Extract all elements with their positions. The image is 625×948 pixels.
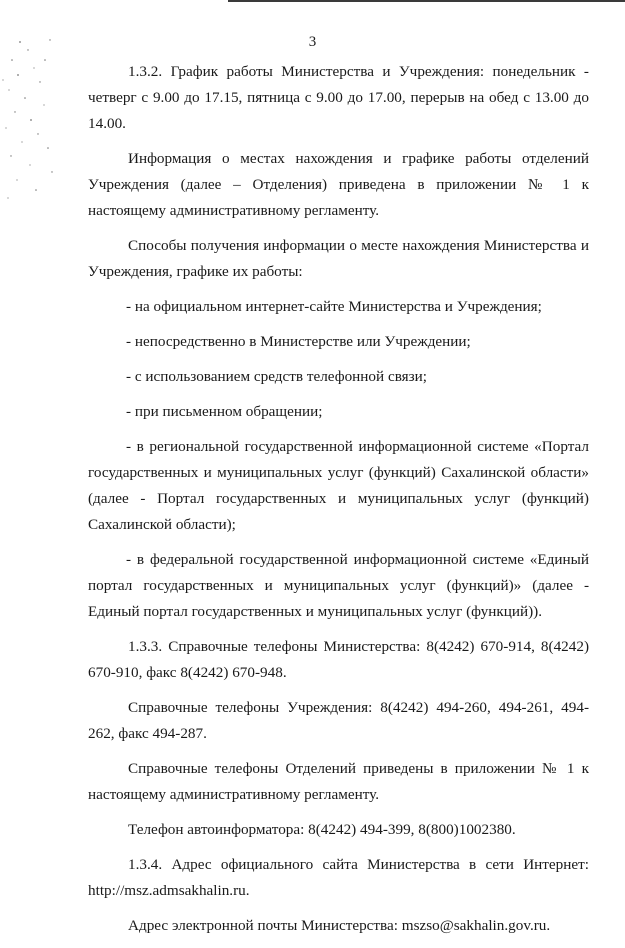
- scan-top-rule: [228, 0, 625, 2]
- paragraph-email: Адрес электронной почты Министерства: mszso@sakhalin.gov.ru.: [128, 917, 551, 934]
- paragraph-1-3-2: 1.3.2. График работы Министерства и Учреждения: понедельник - четверг с 9.00 до 17.15, пятница с 9.00 до 17.00, перерыв на обед с 13.00 до 14.00.: [88, 63, 589, 132]
- paragraph-1-3-3: 1.3.3. Справочные телефоны Министерства: 8(4242) 670-914, 8(4242) 670-910, факс 8(4242) 670-948.: [88, 638, 589, 681]
- list-item-phone: - с использованием средств телефонной связи;: [126, 368, 427, 385]
- paragraph-info-methods: Способы получения информации о месте нахождения Министерства и Учреждения, графике их работы:: [88, 237, 589, 280]
- list-item-federal-portal: - в федеральной государственной информационной системе «Единый портал государственных и муниципальных услуг (функций)» (далее - Единый портал государственных и муниципальных услуг (функций)).: [88, 551, 589, 620]
- paragraph-institution-phones: Справочные телефоны Учреждения: 8(4242) 494-260, 494-261, 494-262, факс 494-287.: [88, 699, 589, 742]
- list-item-regional-portal: - в региональной государственной информационной системе «Портал государственных и муниципальных услуг (функций) Сахалинской области» (далее - Портал государственных и муниципальных услуг (функций) Сахалинской области);: [88, 438, 589, 533]
- list-item-website: - на официальном интернет-сайте Министерства и Учреждения;: [126, 298, 542, 315]
- list-item-in-person: - непосредственно в Министерстве или Учреждении;: [126, 333, 471, 350]
- paragraph-branch-phones: Справочные телефоны Отделений приведены в приложении № 1 к настоящему административному регламенту.: [88, 760, 589, 803]
- paragraph-autoinformer: Телефон автоинформатора: 8(4242) 494-399, 8(800)1002380.: [128, 821, 516, 838]
- paragraph-1-3-4: 1.3.4. Адрес официального сайта Министерства в сети Интернет: http://msz.admsakhalin.ru.: [88, 856, 589, 899]
- list-item-written: - при письменном обращении;: [126, 403, 323, 420]
- page-number: 3: [308, 34, 317, 50]
- paragraph-branches-info: Информация о местах нахождения и графике работы отделений Учреждения (далее – Отделения) приведена в приложении № 1 к настоящему административному регламенту.: [88, 150, 589, 219]
- body-text: [88, 59, 589, 948]
